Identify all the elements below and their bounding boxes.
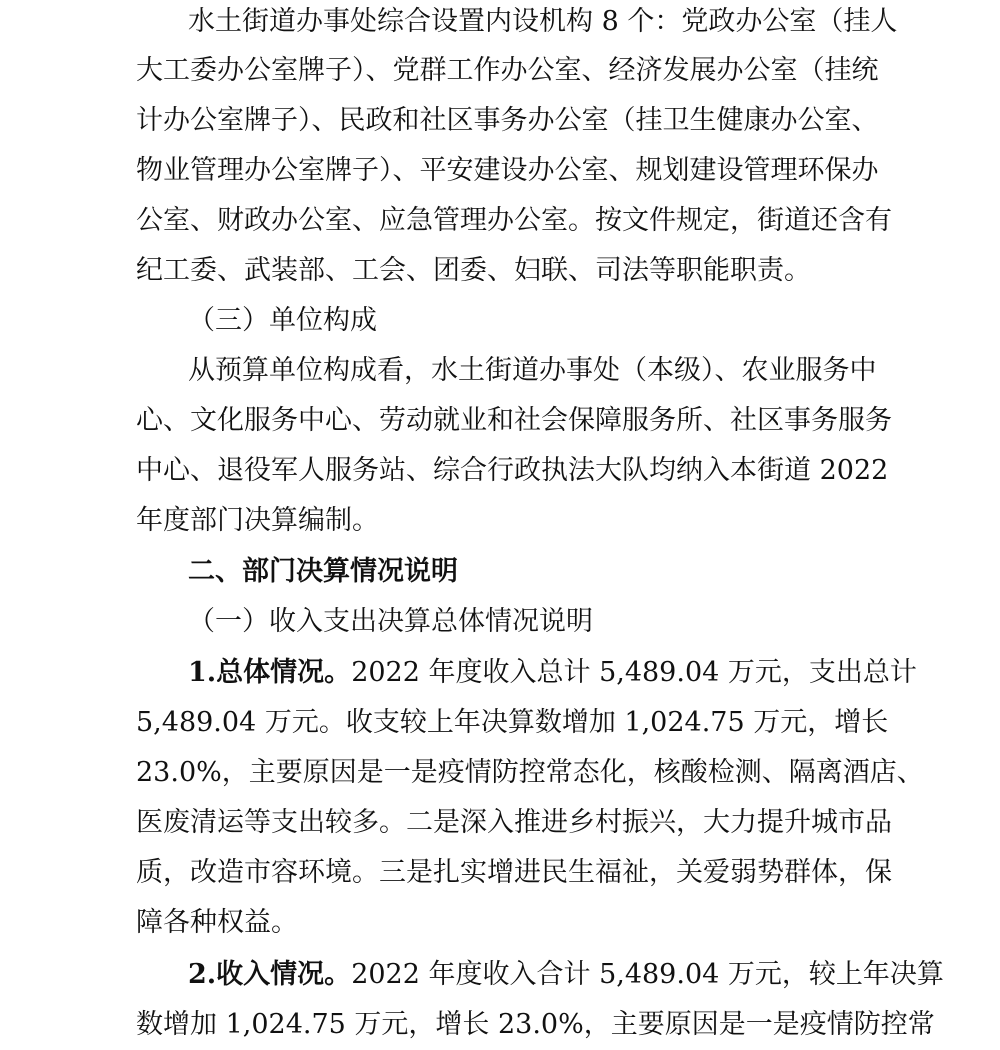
paragraph-line: 数增加 1,024.75 万元，增长 23.0%，主要原因是一是疫情防控常: [136, 1009, 935, 1040]
paragraph-line: 从预算单位构成看，水土街道办事处（本级）、农业服务中: [188, 355, 877, 386]
paragraph-line: 计办公室牌子）、民政和社区事务办公室（挂卫生健康办公室、: [136, 105, 879, 136]
paragraph-line: 物业管理办公室牌子）、平安建设办公室、规划建设管理环保办: [136, 155, 879, 186]
subsection-heading: （三）单位构成: [188, 305, 377, 336]
paragraph-line: 纪工委、武装部、工会、团委、妇联、司法等职能职责。: [136, 255, 811, 286]
paragraph-line: 年度部门决算编制。: [136, 505, 379, 536]
paragraph-line: 大工委办公室牌子）、党群工作办公室、经济发展办公室（挂统: [136, 55, 879, 86]
paragraph-line: 医废清运等支出较多。二是深入推进乡村振兴，大力提升城市品: [136, 807, 892, 838]
bold-lead: 1.总体情况。: [188, 657, 352, 688]
paragraph-text: 2022 年度收入总计 5,489.04 万元，支出总计: [351, 657, 917, 688]
paragraph-line: 公室、财政办公室、应急管理办公室。按文件规定，街道还含有: [136, 205, 892, 236]
bold-lead: 2.收入情况。: [188, 959, 352, 990]
paragraph-text: 2022 年度收入合计 5,489.04 万元，较上年决算: [351, 959, 944, 990]
paragraph-line: 中心、退役军人服务站、综合行政执法大队均纳入本街道 2022: [136, 455, 889, 486]
paragraph-line: 水土街道办事处综合设置内设机构 8 个：党政办公室（挂人: [188, 6, 898, 37]
subsection-heading: （一）收入支出决算总体情况说明: [188, 606, 593, 637]
paragraph-line: 5,489.04 万元。收支较上年决算数增加 1,024.75 万元，增长: [136, 707, 889, 738]
section-heading: 二、部门决算情况说明: [188, 556, 458, 587]
paragraph-line: 23.0%，主要原因是一是疫情防控常态化，核酸检测、隔离酒店、: [136, 757, 924, 788]
paragraph-line: 心、文化服务中心、劳动就业和社会保障服务所、社区事务服务: [136, 405, 892, 436]
paragraph-line: [188, 648, 917, 698]
paragraph-line: [188, 950, 944, 1000]
paragraph-line: 障各种权益。: [136, 907, 298, 938]
paragraph-line: 质，改造市容环境。三是扎实增进民生福祉，关爱弱势群体，保: [136, 857, 892, 888]
